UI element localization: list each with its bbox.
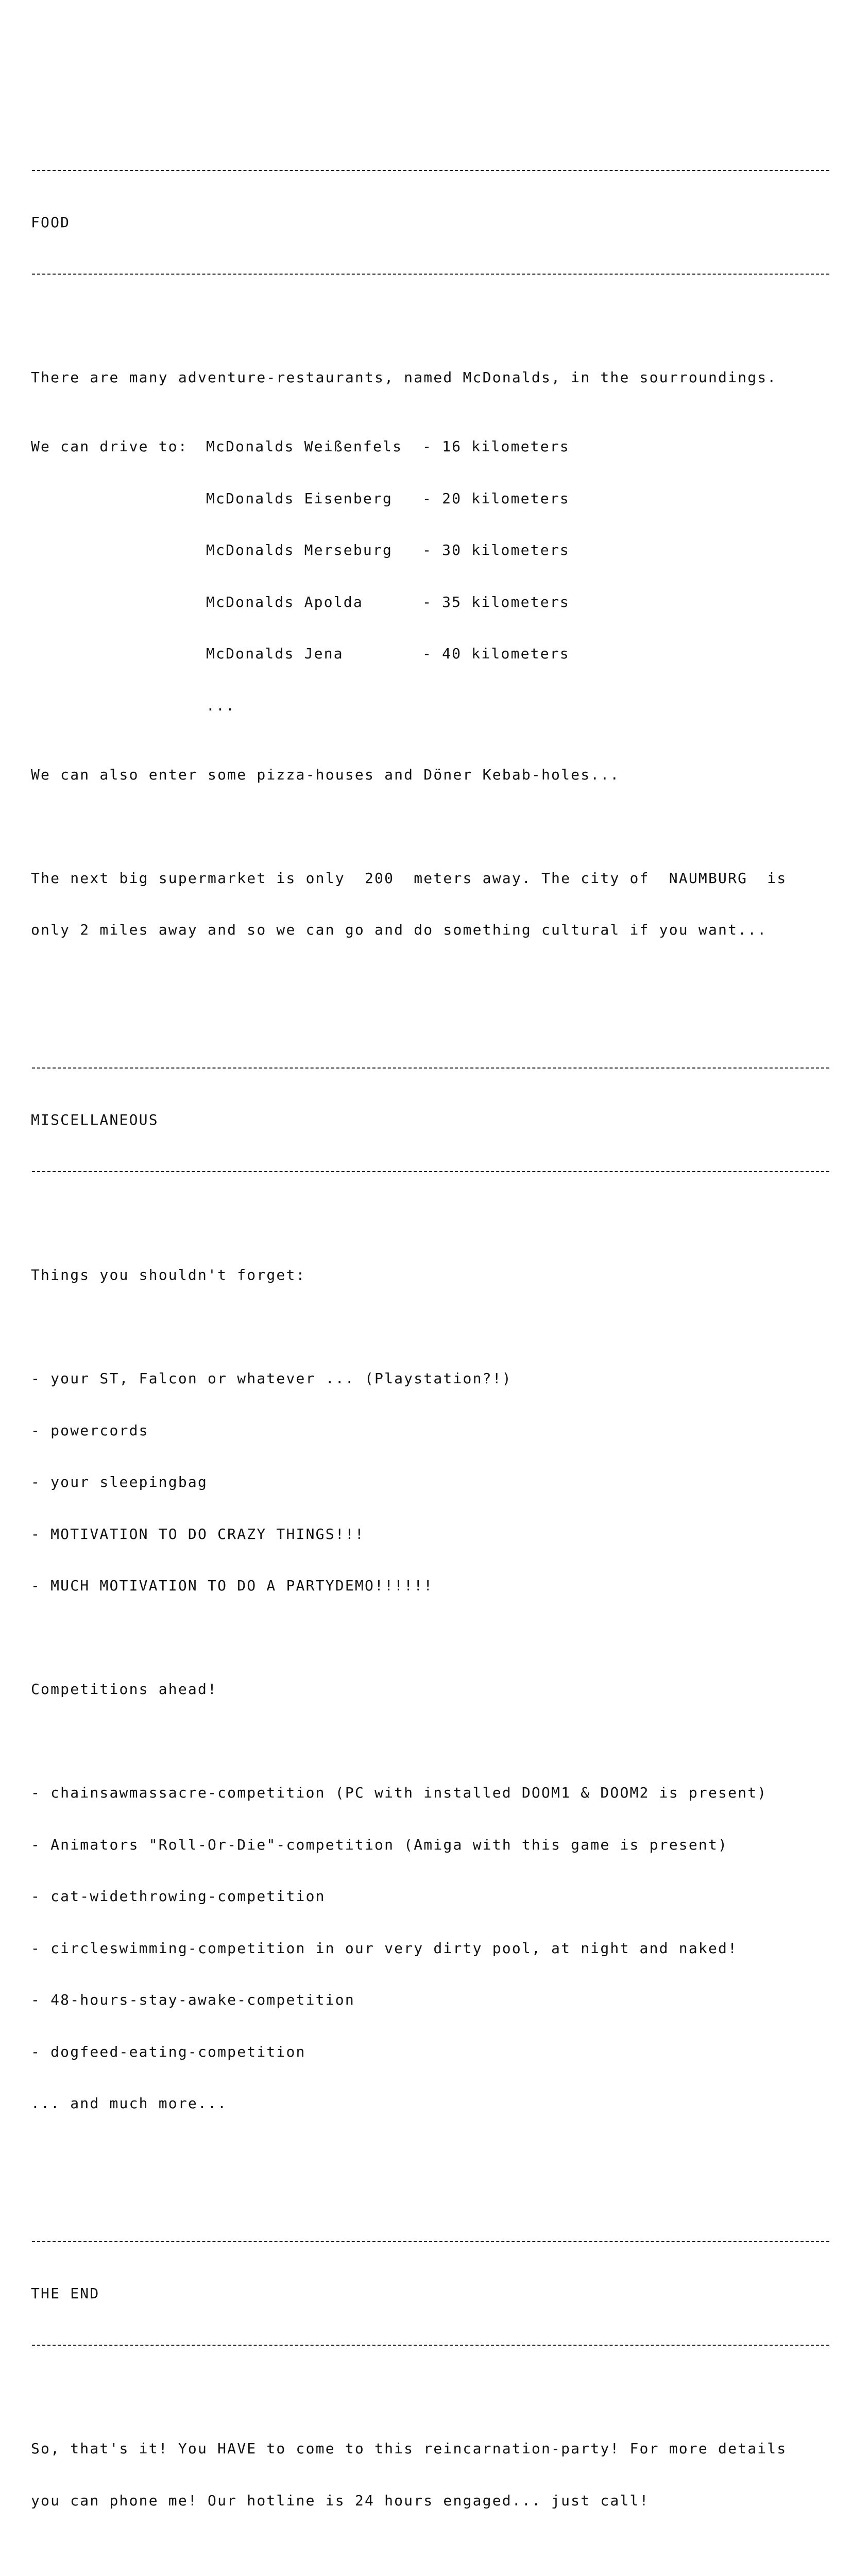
end-heading: THE END — [31, 2284, 100, 2302]
restaurant-row — [31, 438, 829, 455]
document-page — [31, 93, 829, 2576]
supermarket-line-1: The next big supermarket is only 200 meters away. The city of NAUMBURG is — [31, 869, 787, 887]
restaurant-distance: - 35 kilometers — [422, 593, 570, 611]
competitions-heading: Competitions ahead! — [31, 1681, 218, 1698]
dashed-divider — [31, 162, 829, 179]
restaurant-name: McDonalds Weißenfels — [206, 438, 403, 455]
dashed-divider — [31, 2336, 829, 2354]
restaurant-row — [31, 594, 829, 611]
dashed-divider — [31, 265, 829, 283]
restaurant-distance: - 30 kilometers — [422, 541, 570, 558]
food-heading: FOOD — [31, 213, 71, 231]
end-line-1: So, that's it! You HAVE to come to this reincarnation-party! For more details — [31, 2440, 787, 2457]
drive-prefix: We can drive to: — [31, 438, 188, 455]
restaurant-distance: - 40 kilometers — [422, 645, 570, 662]
restaurant-name: McDonalds Apolda — [206, 593, 363, 611]
list-item: - 48-hours-stay-awake-competition — [31, 1991, 355, 2008]
dashed-divider — [31, 1059, 829, 1077]
restaurant-name: McDonalds Eisenberg — [206, 489, 393, 507]
list-item: - MOTIVATION TO DO CRAZY THINGS!!! — [31, 1525, 365, 1543]
end-line-2: you can phone me! Our hotline is 24 hours engaged... just call! — [31, 2492, 650, 2509]
list-item: - powercords — [31, 1421, 149, 1439]
supermarket-line-2: only 2 miles away and so we can go and do something cultural if you want... — [31, 921, 768, 938]
restaurant-distance: - 16 kilometers — [422, 438, 570, 455]
restaurant-row — [31, 490, 829, 507]
list-item: - chainsawmassacre-competition (PC with installed DOOM1 & DOOM2 is present) — [31, 1784, 768, 1801]
list-item: - circleswimming-competition in our very dirty pool, at night and naked! — [31, 1939, 738, 1957]
things-heading: Things you shouldn't forget: — [31, 1266, 306, 1283]
list-item: - your ST, Falcon or whatever ... (Playstation?!) — [31, 1370, 512, 1387]
restaurant-row — [31, 645, 829, 663]
dashed-divider — [31, 2233, 829, 2250]
pizza-line: We can also enter some pizza-houses and Döner Kebab-holes... — [31, 766, 620, 783]
food-intro: There are many adventure-restaurants, named McDonalds, in the sourroundings. — [31, 369, 777, 386]
restaurant-ellipsis: ... — [206, 697, 236, 714]
list-item: - cat-widethrowing-competition — [31, 1888, 326, 1905]
restaurant-name: McDonalds Jena — [206, 645, 344, 662]
dashed-divider — [31, 1163, 829, 1180]
restaurant-ellipsis-row — [31, 697, 829, 715]
restaurant-row — [31, 541, 829, 559]
restaurant-distance: - 20 kilometers — [422, 489, 570, 507]
list-item: - Animators "Roll-Or-Die"-competition (Amiga with this game is present) — [31, 1836, 728, 1853]
list-item: ... and much more... — [31, 2095, 228, 2112]
misc-heading: MISCELLANEOUS — [31, 1111, 159, 1128]
list-item: - MUCH MOTIVATION TO DO A PARTYDEMO!!!!!! — [31, 1577, 434, 1594]
restaurant-name: McDonalds Merseburg — [206, 541, 393, 558]
list-item: - dogfeed-eating-competition — [31, 2043, 306, 2060]
list-item: - your sleepingbag — [31, 1473, 208, 1490]
